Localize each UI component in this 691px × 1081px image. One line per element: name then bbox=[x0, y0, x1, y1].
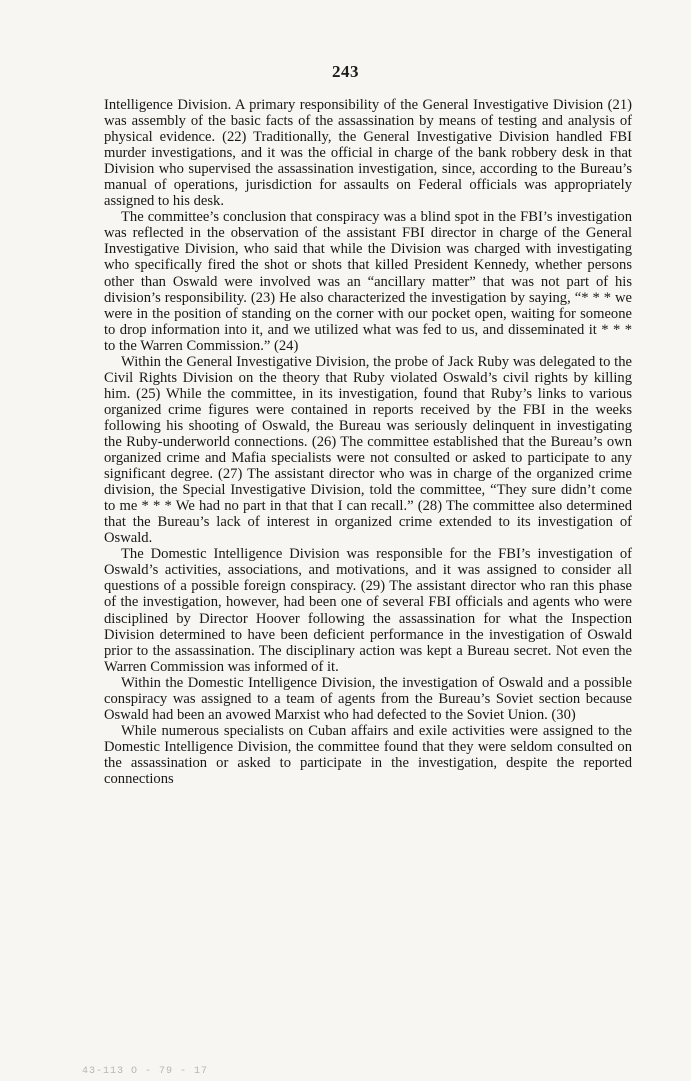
paragraph-conspiracy-blind-spot: The committee’s conclusion that conspiracy was a blind spot in the FBI’s investigation was reflected in the observation of the assistant FBI director in charge of the General Investigative Division, who said that while the Division was charged with investigating who specifically fired the shot or shots that killed President Kennedy, whether persons other than Oswald were involved was an “ancillary matter” that was not part of his division’s responsibility. (23) He also characterized the investigation by saying, “* * * we were in the position of standing on the corner with our pocket open, waiting for someone to drop information into it, and we utilized what was fed to us, and disseminated it * * * to the Warren Commission.” (24) bbox=[104, 209, 632, 354]
page-number: 243 bbox=[332, 62, 359, 81]
paragraph-cuban-specialists: While numerous specialists on Cuban affairs and exile activities were assigned to the Domestic Intelligence Division, the committee found that they were seldom consulted on the assassination or asked to participate in the investigation, despite the reported connections bbox=[104, 722, 632, 787]
paragraph-continued: Intelligence Division. A primary responsibility of the General Investigative Division (21) was assembly of the basic facts of the assassination by means of testing and analysis of physical evidence. (22) Traditionally, the General Investigative Division handled FBI murder investigations, and it was the official in charge of the bank robbery desk in that Division who supervised the assassination investigation, since, according to the Bureau’s manual of operations, jurisdiction for assaults on Federal officials was appropriately assigned to his desk. bbox=[104, 97, 632, 210]
paragraph-soviet-section: Within the Domestic Intelligence Division, the investigation of Oswald and a possible conspiracy was assigned to a team of agents from the Bureau’s Soviet section because Oswald had been an avowed Marxist who had defected to the Soviet Union. (30) bbox=[104, 674, 632, 723]
printer-mark: 43-113 O - 79 - 17 bbox=[82, 1066, 209, 1077]
paragraph-ruby-probe: Within the General Investigative Division, the probe of Jack Ruby was delegated to the Civil Rights Division on the theory that Ruby violated Oswald’s civil rights by killing him. (25) While the committee, in its investigation, found that Ruby’s links to various organized crime figures were contained in reports received by the FBI in the weeks following his shooting of Oswald, the Bureau was seriously delinquent in investigating the Ruby-underworld connections. (26) The committee established that the Bureau’s own organized crime and Mafia specialists were not consulted or asked to participate to any significant degree. (27) The assistant director who was in charge of the organized crime division, the Special Investigative Division, told the committee, “They sure didn’t come to me * * * We had no part in that that I can recall.” (28) The committee also determined that the Bureau’s lack of interest in organized crime extended to its investigation of Oswald. bbox=[104, 353, 632, 547]
paragraph-domestic-intelligence: The Domestic Intelligence Division was responsible for the FBI’s investigation of Oswald’s activities, associations, and motivations, and it was assigned to consider all questions of a possible foreign conspiracy. (29) The assistant director who ran this phase of the investigation, however, had been one of several FBI officials and agents who were disciplined by Director Hoover following the assassination for what the Inspection Division determined to have been deficient performance in the investigation of Oswald prior to the assassination. The disciplinary action was kept a Bureau secret. Not even the Warren Commission was informed of it. bbox=[104, 546, 632, 675]
body-text bbox=[104, 97, 632, 787]
